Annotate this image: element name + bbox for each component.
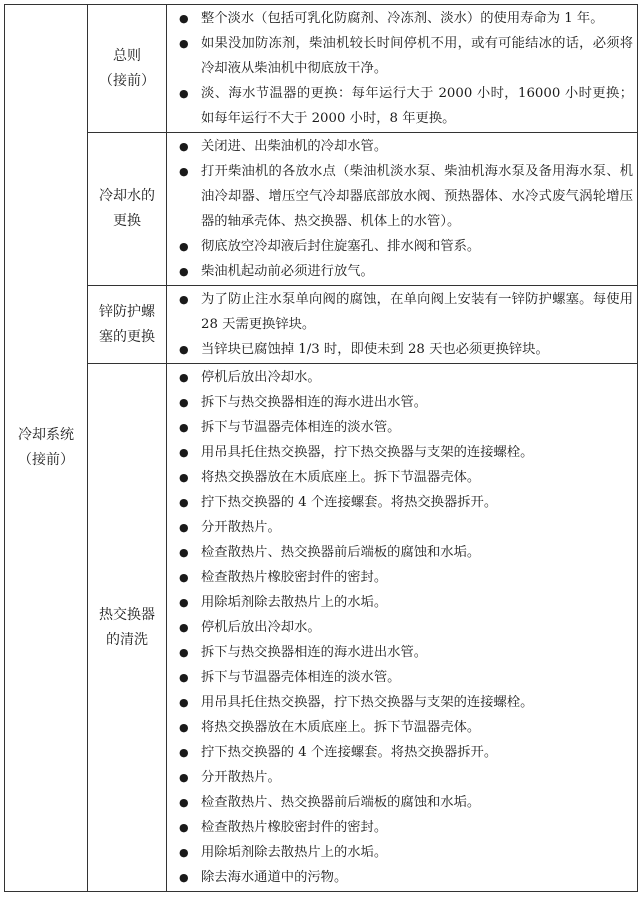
bullet-icon: ● — [179, 821, 189, 834]
bullet-list — [167, 134, 637, 284]
list-item-text: 检查散热片、热交换器前后端板的腐蚀和水垢。 — [201, 545, 481, 560]
system-label-continued: （接前） — [18, 452, 74, 468]
list-item — [167, 134, 637, 159]
list-item-text: 分开散热片。 — [201, 520, 281, 535]
list-item-text: 彻底放空冷却液后封住旋塞孔、排水阀和管系。 — [201, 239, 481, 254]
section-title-zinc-plug — [88, 286, 167, 364]
section-items-general — [167, 5, 638, 133]
list-item — [167, 515, 637, 540]
section-title-general — [88, 5, 167, 133]
list-item — [167, 465, 637, 490]
list-item-text: 关闭进、出柴油机的冷却水管。 — [201, 139, 388, 154]
section-items-coolant-replacement — [167, 133, 638, 286]
list-item-text: 用除垢剂除去散热片上的水垢。 — [201, 845, 388, 860]
list-item-text: 用除垢剂除去散热片上的水垢。 — [201, 595, 388, 610]
list-item-text: 柴油机起动前必须进行放气。 — [201, 264, 374, 279]
list-item-text: 淡、海水节温器的更换：每年运行大于 2000 小时，16000 小时更换；如每年运行不大于 2000 小时，8 年更换。 — [201, 86, 633, 126]
bullet-icon: ● — [179, 846, 189, 859]
list-item-text: 检查散热片橡胶密封件的密封。 — [201, 820, 388, 835]
bullet-icon: ● — [179, 240, 189, 253]
list-item-text: 拆下与热交换器相连的海水进出水管。 — [201, 645, 428, 660]
list-item — [167, 690, 637, 715]
list-item — [167, 440, 637, 465]
list-item — [167, 390, 637, 415]
list-item — [167, 790, 637, 815]
bullet-icon: ● — [179, 721, 189, 734]
section-title-heat-exchanger — [88, 364, 167, 892]
section-title-line: 冷却水的 — [99, 188, 155, 204]
list-item-text: 整个淡水（包括可乳化防腐剂、冷冻剂、淡水）的使用寿命为 1 年。 — [201, 11, 604, 26]
list-item-text: 将热交换器放在木质底座上。拆下节温器壳体。 — [201, 470, 481, 485]
list-item — [167, 540, 637, 565]
section-title-line: 更换 — [113, 213, 141, 229]
table-row — [5, 286, 638, 364]
bullet-icon: ● — [179, 871, 189, 884]
bullet-icon: ● — [179, 471, 189, 484]
list-item — [167, 259, 637, 284]
bullet-icon: ● — [179, 87, 189, 100]
list-item-text: 检查散热片、热交换器前后端板的腐蚀和水垢。 — [201, 795, 481, 810]
list-item — [167, 590, 637, 615]
list-item-text: 检查散热片橡胶密封件的密封。 — [201, 570, 388, 585]
list-item-text: 拧下热交换器的 4 个连接螺套。将热交换器拆开。 — [201, 495, 498, 510]
bullet-icon: ● — [179, 671, 189, 684]
list-item — [167, 815, 637, 840]
system-cell — [5, 5, 88, 892]
list-item — [167, 665, 637, 690]
bullet-icon: ● — [179, 521, 189, 534]
list-item-text: 拆下与热交换器相连的海水进出水管。 — [201, 395, 428, 410]
bullet-icon: ● — [179, 421, 189, 434]
section-title-line: 锌防护螺 — [99, 303, 155, 320]
bullet-list — [167, 6, 637, 131]
bullet-icon: ● — [179, 12, 189, 25]
bullet-icon: ● — [179, 37, 189, 50]
list-item-text: 用吊具托住热交换器，拧下热交换器与支架的连接螺栓。 — [201, 695, 534, 710]
list-item-text: 拧下热交换器的 4 个连接螺套。将热交换器拆开。 — [201, 745, 498, 760]
bullet-icon: ● — [179, 496, 189, 509]
bullet-icon: ● — [179, 571, 189, 584]
bullet-icon: ● — [179, 140, 189, 153]
bullet-list — [167, 365, 637, 890]
list-item — [167, 159, 637, 234]
bullet-icon: ● — [179, 746, 189, 759]
list-item — [167, 490, 637, 515]
list-item-text: 除去海水通道中的污物。 — [201, 870, 348, 885]
list-item — [167, 6, 637, 31]
list-item — [167, 234, 637, 259]
table-row — [5, 364, 638, 892]
list-item — [167, 865, 637, 890]
table-row — [5, 133, 638, 286]
list-item-text: 分开散热片。 — [201, 770, 281, 785]
list-item — [167, 715, 637, 740]
maintenance-table — [4, 4, 638, 892]
list-item-text: 停机后放出冷却水。 — [201, 620, 321, 635]
list-item — [167, 365, 637, 390]
bullet-icon: ● — [179, 596, 189, 609]
list-item-text: 如果没加防冻剂，柴油机较长时间停机不用，或有可能结冰的话，必须将冷却液从柴油机中彻底放干净。 — [201, 36, 633, 76]
section-title-line: 的清洗 — [106, 631, 148, 648]
bullet-icon: ● — [179, 265, 189, 278]
list-item — [167, 81, 637, 131]
list-item-text: 停机后放出冷却水。 — [201, 370, 321, 385]
list-item — [167, 840, 637, 865]
list-item — [167, 765, 637, 790]
list-item — [167, 615, 637, 640]
list-item — [167, 740, 637, 765]
bullet-icon: ● — [179, 293, 189, 306]
list-item-text: 打开柴油机的各放水点（柴油机淡水泵、柴油机海水泵及备用海水泵、机油冷却器、增压空气冷却器底部放水阀、预热器体、水冷式废气涡轮增压器的轴承壳体、热交换器、机体上的水管）。 — [201, 164, 633, 229]
list-item-text: 将热交换器放在木质底座上。拆下节温器壳体。 — [201, 720, 481, 735]
list-item — [167, 31, 637, 81]
list-item-text: 当锌块已腐蚀掉 1/3 时，即使未到 28 天也必须更换锌块。 — [201, 342, 549, 357]
section-title-line: 塞的更换 — [99, 328, 155, 345]
bullet-icon: ● — [179, 165, 189, 178]
bullet-icon: ● — [179, 621, 189, 634]
list-item — [167, 287, 637, 337]
section-items-heat-exchanger — [167, 364, 638, 892]
bullet-icon: ● — [179, 396, 189, 409]
bullet-icon: ● — [179, 771, 189, 784]
system-label: 冷却系统 — [18, 427, 74, 443]
section-title-coolant-replacement — [88, 133, 167, 286]
list-item — [167, 337, 637, 362]
section-title-line: （接前） — [99, 72, 155, 89]
section-title-line: 总则 — [113, 47, 141, 64]
list-item-text: 拆下与节温器壳体相连的淡水管。 — [201, 420, 401, 435]
list-item — [167, 565, 637, 590]
section-title-line: 热交换器 — [99, 606, 155, 623]
list-item-text: 用吊具托住热交换器，拧下热交换器与支架的连接螺栓。 — [201, 445, 534, 460]
table-row — [5, 5, 638, 133]
list-item-text: 为了防止注水泵单向阀的腐蚀，在单向阀上安装有一锌防护螺塞。每使用 28 天需更换锌块。 — [201, 292, 633, 332]
list-item — [167, 415, 637, 440]
list-item-text: 拆下与节温器壳体相连的淡水管。 — [201, 670, 401, 685]
bullet-icon: ● — [179, 446, 189, 459]
bullet-icon: ● — [179, 343, 189, 356]
bullet-list — [167, 287, 637, 362]
bullet-icon: ● — [179, 371, 189, 384]
bullet-icon: ● — [179, 696, 189, 709]
bullet-icon: ● — [179, 796, 189, 809]
section-items-zinc-plug — [167, 286, 638, 364]
list-item — [167, 640, 637, 665]
bullet-icon: ● — [179, 646, 189, 659]
bullet-icon: ● — [179, 546, 189, 559]
